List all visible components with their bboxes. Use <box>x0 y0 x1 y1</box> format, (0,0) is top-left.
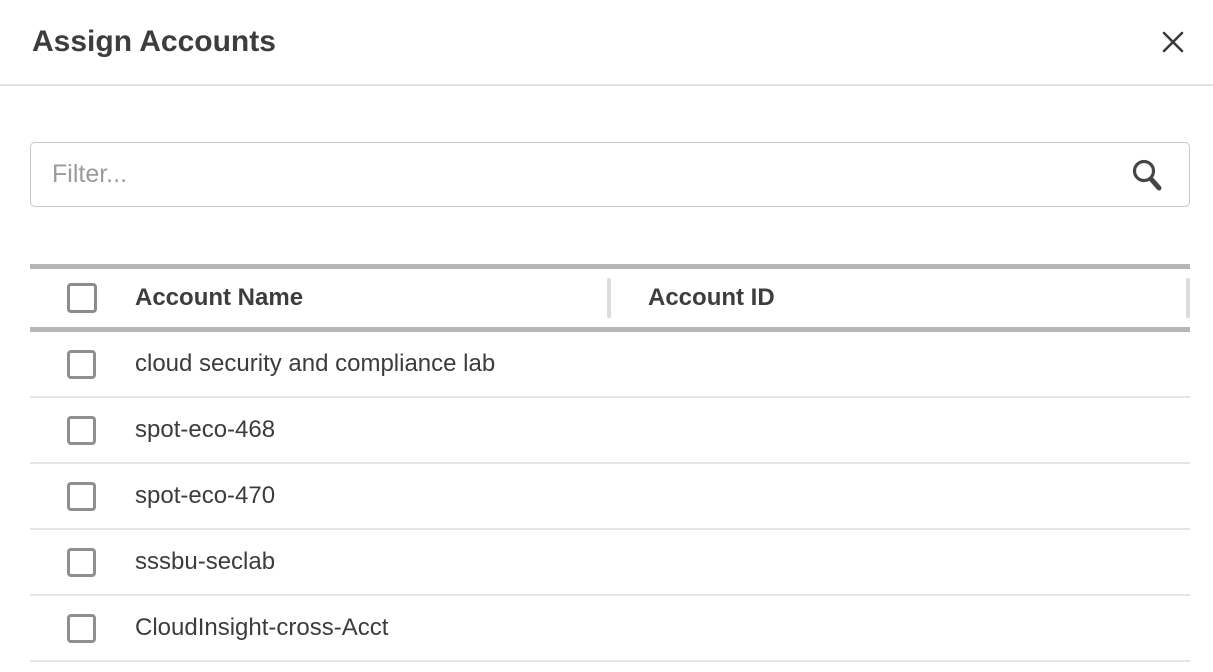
row-checkbox[interactable] <box>67 482 96 511</box>
table-row[interactable] <box>30 332 1190 398</box>
account-name-cell: sssbu-seclab <box>135 548 276 575</box>
row-checkbox-cell <box>30 482 135 511</box>
dialog-title: Assign Accounts <box>32 25 276 58</box>
row-checkbox-cell <box>30 614 135 643</box>
column-divider-right <box>1186 278 1190 318</box>
select-all-checkbox[interactable] <box>67 283 97 313</box>
row-checkbox[interactable] <box>67 350 96 379</box>
row-checkbox-cell <box>30 548 135 577</box>
column-header-account-name: Account Name <box>135 284 304 311</box>
row-checkbox-cell <box>30 416 135 445</box>
close-icon <box>1161 30 1185 54</box>
table-header-row <box>30 264 1190 332</box>
dialog-header <box>0 0 1213 84</box>
account-name-cell: spot-eco-470 <box>135 482 276 509</box>
header-divider <box>0 84 1213 86</box>
select-all-cell <box>30 283 135 313</box>
filter-input[interactable] <box>30 142 1190 207</box>
row-checkbox[interactable] <box>67 614 96 643</box>
row-checkbox[interactable] <box>67 416 96 445</box>
table-row[interactable] <box>30 398 1190 464</box>
row-checkbox-cell <box>30 350 135 379</box>
column-header-account-id: Account ID <box>648 284 775 311</box>
table-row[interactable] <box>30 464 1190 530</box>
table-row[interactable] <box>30 530 1190 596</box>
accounts-table <box>30 264 1190 662</box>
search-icon <box>1131 158 1163 192</box>
row-checkbox[interactable] <box>67 548 96 577</box>
account-name-cell: cloud security and compliance lab <box>135 350 496 377</box>
filter-section <box>30 142 1190 207</box>
table-body <box>30 332 1190 662</box>
account-name-cell: spot-eco-468 <box>135 416 276 443</box>
table-row[interactable] <box>30 596 1190 662</box>
account-name-cell: CloudInsight-cross-Acct <box>135 614 389 641</box>
close-button[interactable] <box>1160 29 1186 55</box>
